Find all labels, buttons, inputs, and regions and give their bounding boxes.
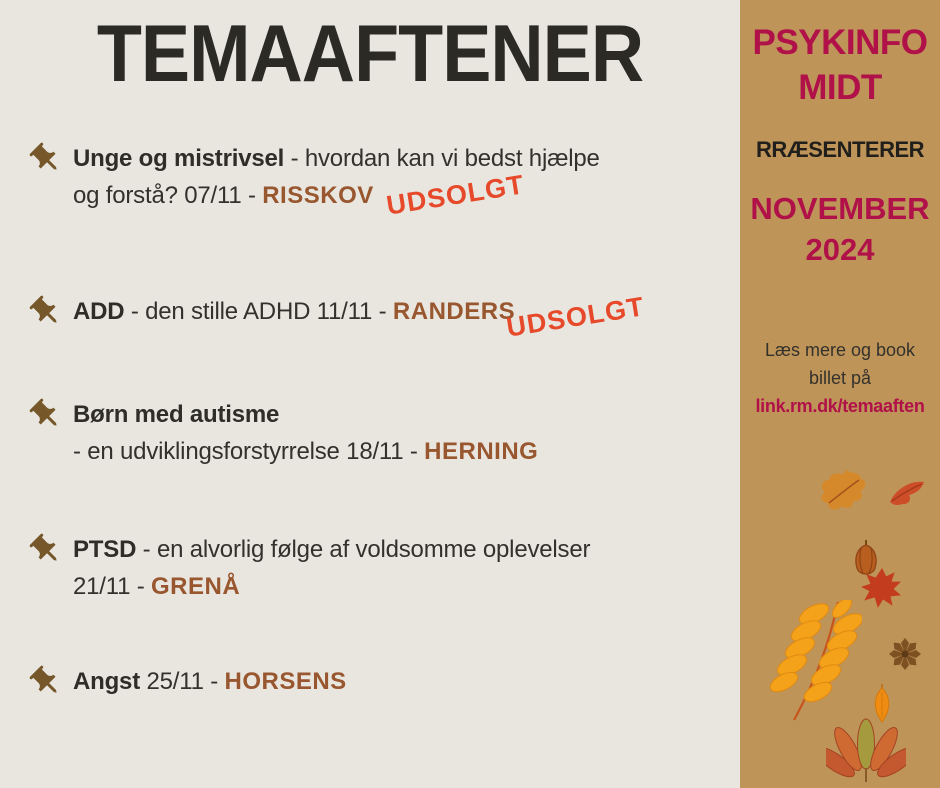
booking-link[interactable]: link.rm.dk/temaaften (755, 396, 925, 416)
palmate-leaf-icon (826, 712, 906, 786)
booking-info-line2: billet på (808, 368, 872, 388)
sidebar (740, 0, 940, 788)
small-red-leaf-icon (888, 478, 926, 508)
event-title: ADD (73, 298, 125, 325)
event-description: - hvordan kan vi bedst hjælpe (284, 145, 600, 172)
event-title: Børn med autisme (73, 401, 280, 428)
event-text (73, 293, 515, 330)
event-description: - en udviklingsforstyrrelse 18/11 - (73, 438, 425, 465)
event-text (73, 531, 590, 605)
poster-title: TEMAAFTENER (96, 9, 644, 100)
event-item-angst (28, 663, 728, 700)
event-description: - en alvorlig følge af voldsomme oplevelser (136, 536, 591, 563)
event-date: 25/11 - (140, 668, 225, 695)
pushpin-icon (28, 294, 64, 330)
month-line1: NOVEMBER (750, 191, 930, 226)
event-title: Unge og mistrivsel (73, 145, 285, 172)
event-line2 (73, 433, 538, 470)
booking-info (740, 336, 940, 392)
event-date: 21/11 - (73, 573, 152, 600)
event-item-boern-med-autisme (28, 396, 728, 470)
brand-line2: MIDT (798, 68, 882, 107)
event-line1 (73, 663, 347, 700)
event-location: HORSENS (224, 668, 347, 695)
event-location: GRENÅ (151, 573, 241, 600)
event-location: RANDERS (392, 298, 516, 325)
event-item-unge-og-mistrivsel (28, 140, 728, 221)
presents-label: RRÆSENTERER (755, 137, 925, 162)
month-line2: 2024 (805, 232, 875, 267)
brand-line1: PSYKINFO (752, 23, 928, 62)
event-title: Angst (73, 668, 140, 695)
event-date: og forstå? 07/11 - (73, 182, 263, 209)
event-line1 (73, 531, 590, 568)
maple-leaf-icon (858, 568, 904, 610)
event-line2 (73, 568, 590, 605)
brand-name (740, 20, 940, 110)
sold-out-stamp: UDSOLGT (384, 169, 527, 221)
oak-leaf-icon (816, 468, 868, 516)
sold-out-stamp: UDSOLGT (504, 291, 647, 343)
rowan-leaf-icon (764, 600, 862, 722)
event-line1 (73, 396, 538, 433)
booking-info-line1: Læs mere og book (764, 340, 916, 360)
event-item-add (28, 291, 728, 343)
pushpin-icon (28, 532, 64, 568)
event-line1 (73, 293, 515, 330)
event-item-ptsd (28, 531, 728, 605)
pushpin-icon (28, 397, 64, 433)
event-text (73, 663, 347, 700)
event-location: RISSKOV (262, 182, 374, 209)
event-location: HERNING (424, 438, 539, 465)
event-title: PTSD (73, 536, 137, 563)
pushpin-icon (28, 141, 64, 177)
month-label (740, 188, 940, 270)
pushpin-icon (28, 664, 64, 700)
event-description: - den stille ADHD 11/11 - (124, 298, 393, 325)
star-anise-icon (888, 638, 922, 670)
event-text (73, 396, 538, 470)
